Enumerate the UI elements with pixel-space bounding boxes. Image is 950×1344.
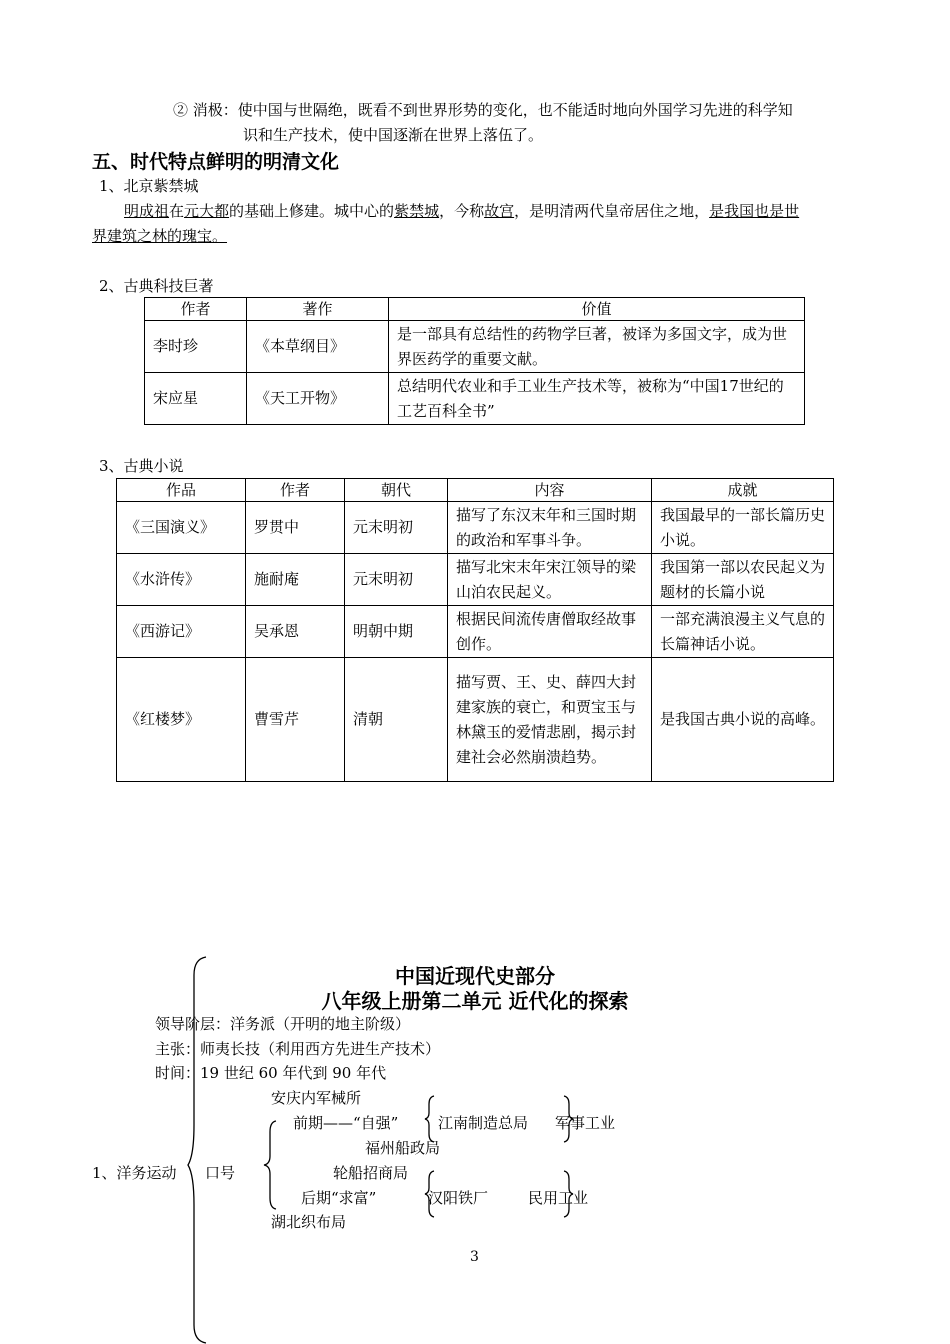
- cell-dynasty: 明朝中期: [345, 606, 448, 658]
- header-novel: 作品: [117, 479, 246, 502]
- science-works-table: [144, 297, 805, 425]
- table-row: [145, 321, 805, 373]
- military-industry-label: 军事工业: [555, 1114, 616, 1132]
- cell-content: 根据民间流传唐僧取经故事创作。: [448, 606, 652, 658]
- header-author: 作者: [145, 298, 247, 321]
- table-row: [117, 554, 834, 606]
- text-gugong: 故宫: [484, 202, 515, 220]
- cell-novel: 《西游记》: [117, 606, 246, 658]
- cell-author: 施耐庵: [246, 554, 345, 606]
- text-yuan-dadu: 元大都: [184, 202, 230, 220]
- modern-history-title: 中国近现代史部分: [395, 964, 555, 988]
- civil-industry-label: 民用工业: [528, 1189, 589, 1207]
- header-dynasty: 朝代: [345, 479, 448, 502]
- cell-author: 宋应星: [145, 373, 247, 425]
- text-mid: 的基础上修建。城中心的: [229, 202, 395, 220]
- military-item-1: 安庆内军械所: [271, 1089, 362, 1107]
- intro-line-1: ② 消极：使中国与世隔绝，既看不到世界形势的变化，也不能适时地向外国学习先进的科学知: [173, 101, 793, 119]
- leader-line: 领导阶层：洋务派（开明的地主阶级）: [155, 1015, 411, 1033]
- cell-achievement: 我国第一部以农民起义为题材的长篇小说: [652, 554, 834, 606]
- cell-author: 李时珍: [145, 321, 247, 373]
- military-item-2: 江南制造总局: [438, 1114, 529, 1132]
- cell-achievement: 一部充满浪漫主义气息的长篇神话小说。: [652, 606, 834, 658]
- late-period-label: 后期“求富”: [301, 1189, 377, 1207]
- claim-line: 主张：师夷长技（利用西方先进生产技术）: [155, 1040, 441, 1058]
- text-tail: 是我国也是世: [709, 202, 800, 220]
- text-ming-chengzu: 明成祖: [124, 202, 170, 220]
- civil-item-3: 湖北织布局: [271, 1213, 347, 1231]
- page-number: 3: [470, 1249, 479, 1265]
- cell-work: 《本草纲目》: [247, 321, 389, 373]
- forbidden-city-paragraph-line2: 界建筑之林的瑰宝。: [92, 227, 228, 245]
- cell-content: 描写了东汉末年和三国时期的政治和军事斗争。: [448, 502, 652, 554]
- cell-author: 曹雪芹: [246, 658, 345, 782]
- table-header-row: [145, 298, 805, 321]
- slogan-brace: [262, 1120, 278, 1210]
- cell-novel: 《水浒传》: [117, 554, 246, 606]
- time-line: 时间：19 世纪 60 年代到 90 年代: [155, 1064, 387, 1082]
- early-period-label: 前期——“自强”: [293, 1114, 399, 1132]
- intro-line-2: 识和生产技术，使中国逐渐在世界上落伍了。: [243, 126, 544, 144]
- cell-achievement: 是我国古典小说的高峰。: [652, 658, 834, 782]
- header-content: 内容: [448, 479, 652, 502]
- civil-item-2: 汉阳铁厂: [428, 1189, 489, 1207]
- text-shi: ，是明清两代皇帝居住之地，: [514, 202, 710, 220]
- table-row: [117, 606, 834, 658]
- cell-achievement: 我国最早的一部长篇历史小说。: [652, 502, 834, 554]
- section-title: 五、时代特点鲜明的明清文化: [92, 151, 340, 173]
- cell-value: 总结明代农业和手工业生产技术等，被称为“中国17世纪的工艺百科全书”: [389, 373, 805, 425]
- cell-value: 是一部具有总结性的药物学巨著，被译为多国文字，成为世界医药学的重要文献。: [389, 321, 805, 373]
- cell-author: 罗贯中: [246, 502, 345, 554]
- text-zai: 在: [169, 202, 185, 220]
- cell-dynasty: 元末明初: [345, 554, 448, 606]
- yangwu-movement-label: 1、洋务运动: [92, 1164, 177, 1182]
- cell-work: 《天工开物》: [247, 373, 389, 425]
- cell-dynasty: 清朝: [345, 658, 448, 782]
- header-achievement: 成就: [652, 479, 834, 502]
- table-row: [117, 502, 834, 554]
- header-author: 作者: [246, 479, 345, 502]
- table-row: [117, 658, 834, 782]
- cell-content: 描写北宋末年宋江领导的梁山泊农民起义。: [448, 554, 652, 606]
- text-jin: ，今称: [439, 202, 485, 220]
- early-brace: [424, 1095, 436, 1143]
- item1-heading: 1、北京紫禁城: [99, 177, 199, 195]
- slogan-label: 口号: [205, 1164, 236, 1182]
- cell-author: 吴承恩: [246, 606, 345, 658]
- text-zijincheng: 紫禁城: [394, 202, 440, 220]
- cell-content: 描写贾、王、史、薛四大封建家族的衰亡，和贾宝玉与林黛玉的爱情悲剧，揭示封建社会必然崩溃趋势。: [448, 658, 652, 782]
- header-work: 著作: [247, 298, 389, 321]
- unit-subtitle: 八年级上册第二单元 近代化的探索: [321, 989, 629, 1013]
- item3-heading: 3、古典小说: [99, 457, 184, 475]
- military-item-3: 福州船政局: [365, 1139, 441, 1157]
- cell-dynasty: 元末明初: [345, 502, 448, 554]
- civil-close-brace: [562, 1170, 574, 1218]
- novels-table: [116, 478, 834, 782]
- header-value: 价值: [389, 298, 805, 321]
- civil-item-1: 轮船招商局: [333, 1164, 409, 1182]
- table-header-row: [117, 479, 834, 502]
- cell-novel: 《红楼梦》: [117, 658, 246, 782]
- cell-novel: 《三国演义》: [117, 502, 246, 554]
- item2-heading: 2、古典科技巨著: [99, 277, 214, 295]
- table-row: [145, 373, 805, 425]
- outer-brace: [186, 955, 210, 1344]
- forbidden-city-paragraph: [124, 200, 799, 221]
